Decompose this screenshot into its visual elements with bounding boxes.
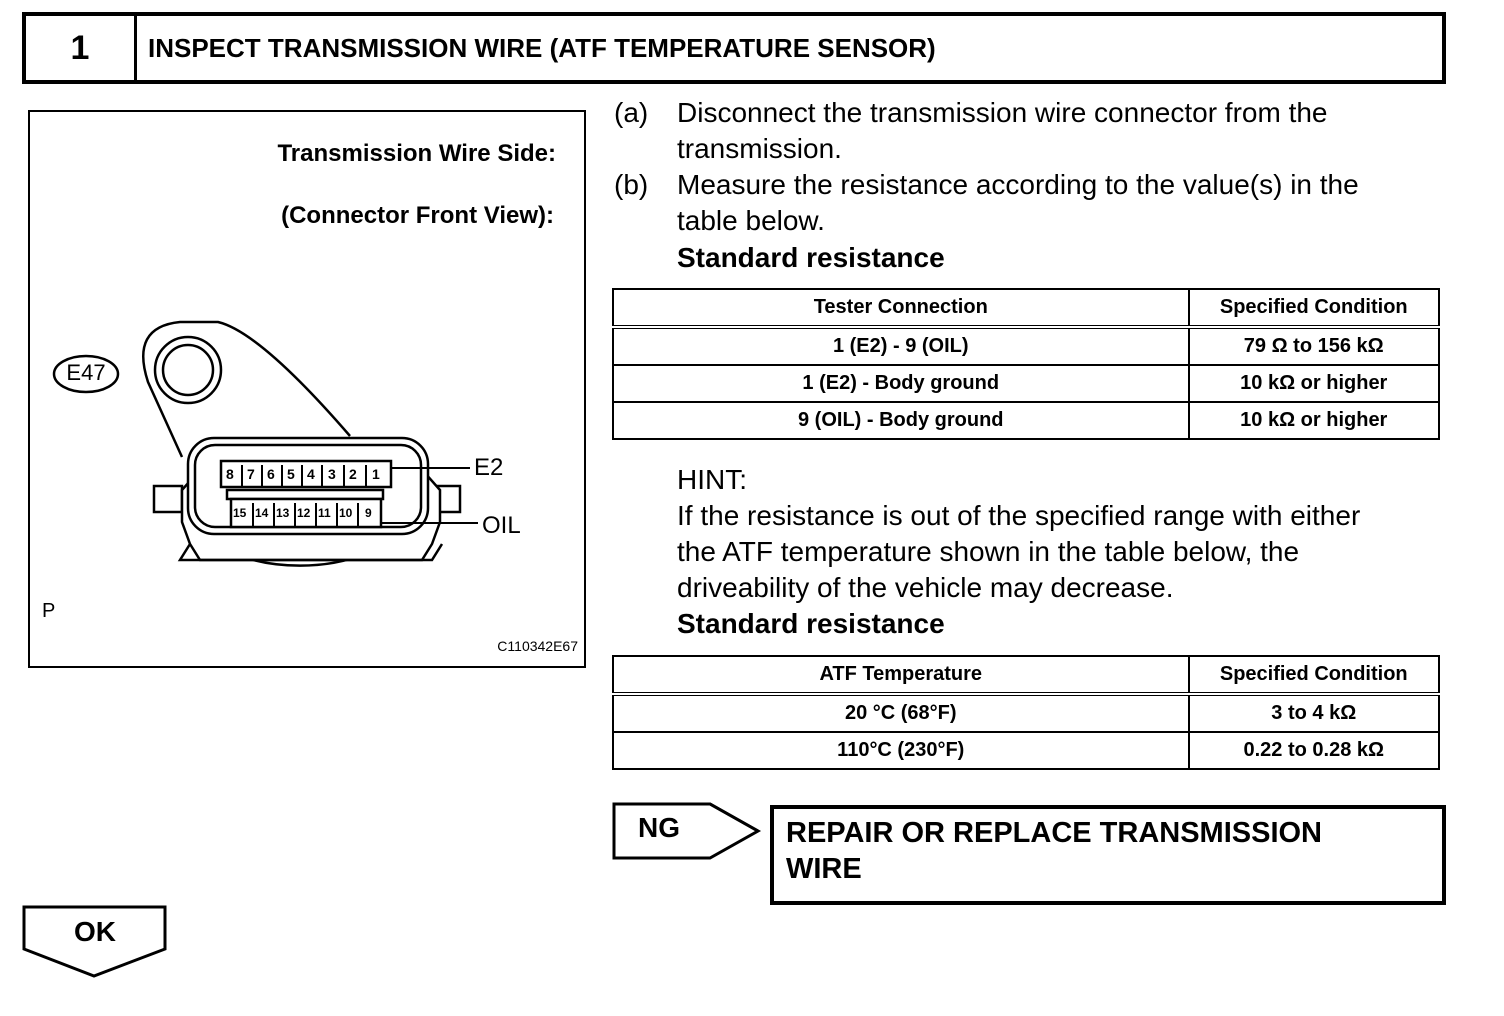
step-a-line-2: transmission.: [677, 133, 842, 164]
ok-label: OK: [74, 916, 116, 947]
figure-corner-letter: P: [42, 600, 56, 622]
table2-header-temperature: ATF Temperature: [613, 656, 1189, 694]
ng-label: NG: [638, 812, 680, 843]
figure-code: C110342E67: [497, 638, 578, 654]
hint-line-2: the ATF temperature shown in the table below, the: [677, 536, 1300, 567]
connector-drawing: [30, 112, 584, 666]
table1-cell: 9 (OIL) - Body ground: [613, 402, 1189, 439]
table-row: [613, 694, 1439, 732]
pin-label: 13: [276, 506, 290, 520]
table1-cell: 10 kΩ or higher: [1189, 365, 1440, 402]
pin-label: 11: [318, 506, 331, 520]
pin-label: 15: [233, 506, 247, 520]
table1-header-condition: Specified Condition: [1189, 289, 1440, 327]
table-row: [613, 402, 1439, 439]
step-number: 1: [26, 16, 137, 80]
ng-arrow-shape: [612, 802, 762, 860]
pin-label: 8: [226, 466, 234, 482]
standard-resistance-heading-2: Standard resistance: [677, 608, 945, 639]
pin-label: 12: [297, 506, 311, 520]
standard-resistance-heading-1: Standard resistance: [677, 242, 945, 273]
table2-header-condition: Specified Condition: [1189, 656, 1439, 694]
pin-label: 14: [255, 506, 269, 520]
step-header: [22, 12, 1446, 84]
atf-temperature-table: [612, 655, 1440, 770]
pin-row-top: [221, 466, 391, 486]
connector-figure: [28, 110, 586, 668]
ng-result-box: [770, 805, 1446, 905]
pin-label: 7: [247, 466, 255, 482]
pin-label: 4: [307, 466, 315, 482]
step-b-line-1: Measure the resistance according to the value(s) in the: [677, 169, 1359, 200]
pin-label: 2: [349, 466, 357, 482]
table1-header-connection: Tester Connection: [613, 289, 1189, 327]
step-b-label: (b): [614, 169, 649, 200]
pin-label: 5: [287, 466, 295, 482]
ng-result-line-1: REPAIR OR REPLACE TRANSMISSION: [786, 817, 1323, 849]
hint-label: HINT:: [677, 464, 747, 495]
pin-label: 1: [372, 466, 380, 482]
figure-view-label: (Connector Front View):: [281, 202, 554, 229]
table1-cell: 1 (E2) - 9 (OIL): [613, 327, 1189, 365]
table-row: [613, 365, 1439, 402]
pin-label: 6: [267, 466, 275, 482]
callout-oil: OIL: [482, 512, 521, 539]
hint-line-1: If the resistance is out of the specified range with either: [677, 500, 1361, 531]
table-row: [613, 327, 1439, 365]
callout-e2: E2: [474, 454, 504, 481]
step-title: INSPECT TRANSMISSION WIRE (ATF TEMPERATURE SENSOR): [148, 33, 936, 63]
tester-connection-table: [612, 288, 1440, 440]
table-row: [613, 732, 1439, 769]
connector-id-label: E47: [66, 360, 106, 385]
table1-cell: 1 (E2) - Body ground: [613, 365, 1189, 402]
pin-label: 3: [328, 466, 336, 482]
table1-cell: 10 kΩ or higher: [1189, 402, 1440, 439]
step-a-line-1: Disconnect the transmission wire connector from the: [677, 97, 1328, 128]
ng-result-line-2: WIRE: [786, 853, 862, 885]
table2-cell: 0.22 to 0.28 kΩ: [1189, 732, 1439, 769]
table2-cell: 20 °C (68°F): [613, 694, 1189, 732]
step-a-label: (a): [614, 97, 649, 128]
hint-line-3: driveability of the vehicle may decrease.: [677, 572, 1174, 603]
table1-cell: 79 Ω to 156 kΩ: [1189, 327, 1440, 365]
pin-row-bottom: [231, 506, 381, 526]
table2-cell: 3 to 4 kΩ: [1189, 694, 1439, 732]
step-b-line-2: table below.: [677, 205, 825, 236]
pin-label: 9: [365, 506, 372, 520]
pin-label: 10: [339, 506, 353, 520]
figure-side-label: Transmission Wire Side:: [277, 140, 556, 167]
table2-cell: 110°C (230°F): [613, 732, 1189, 769]
